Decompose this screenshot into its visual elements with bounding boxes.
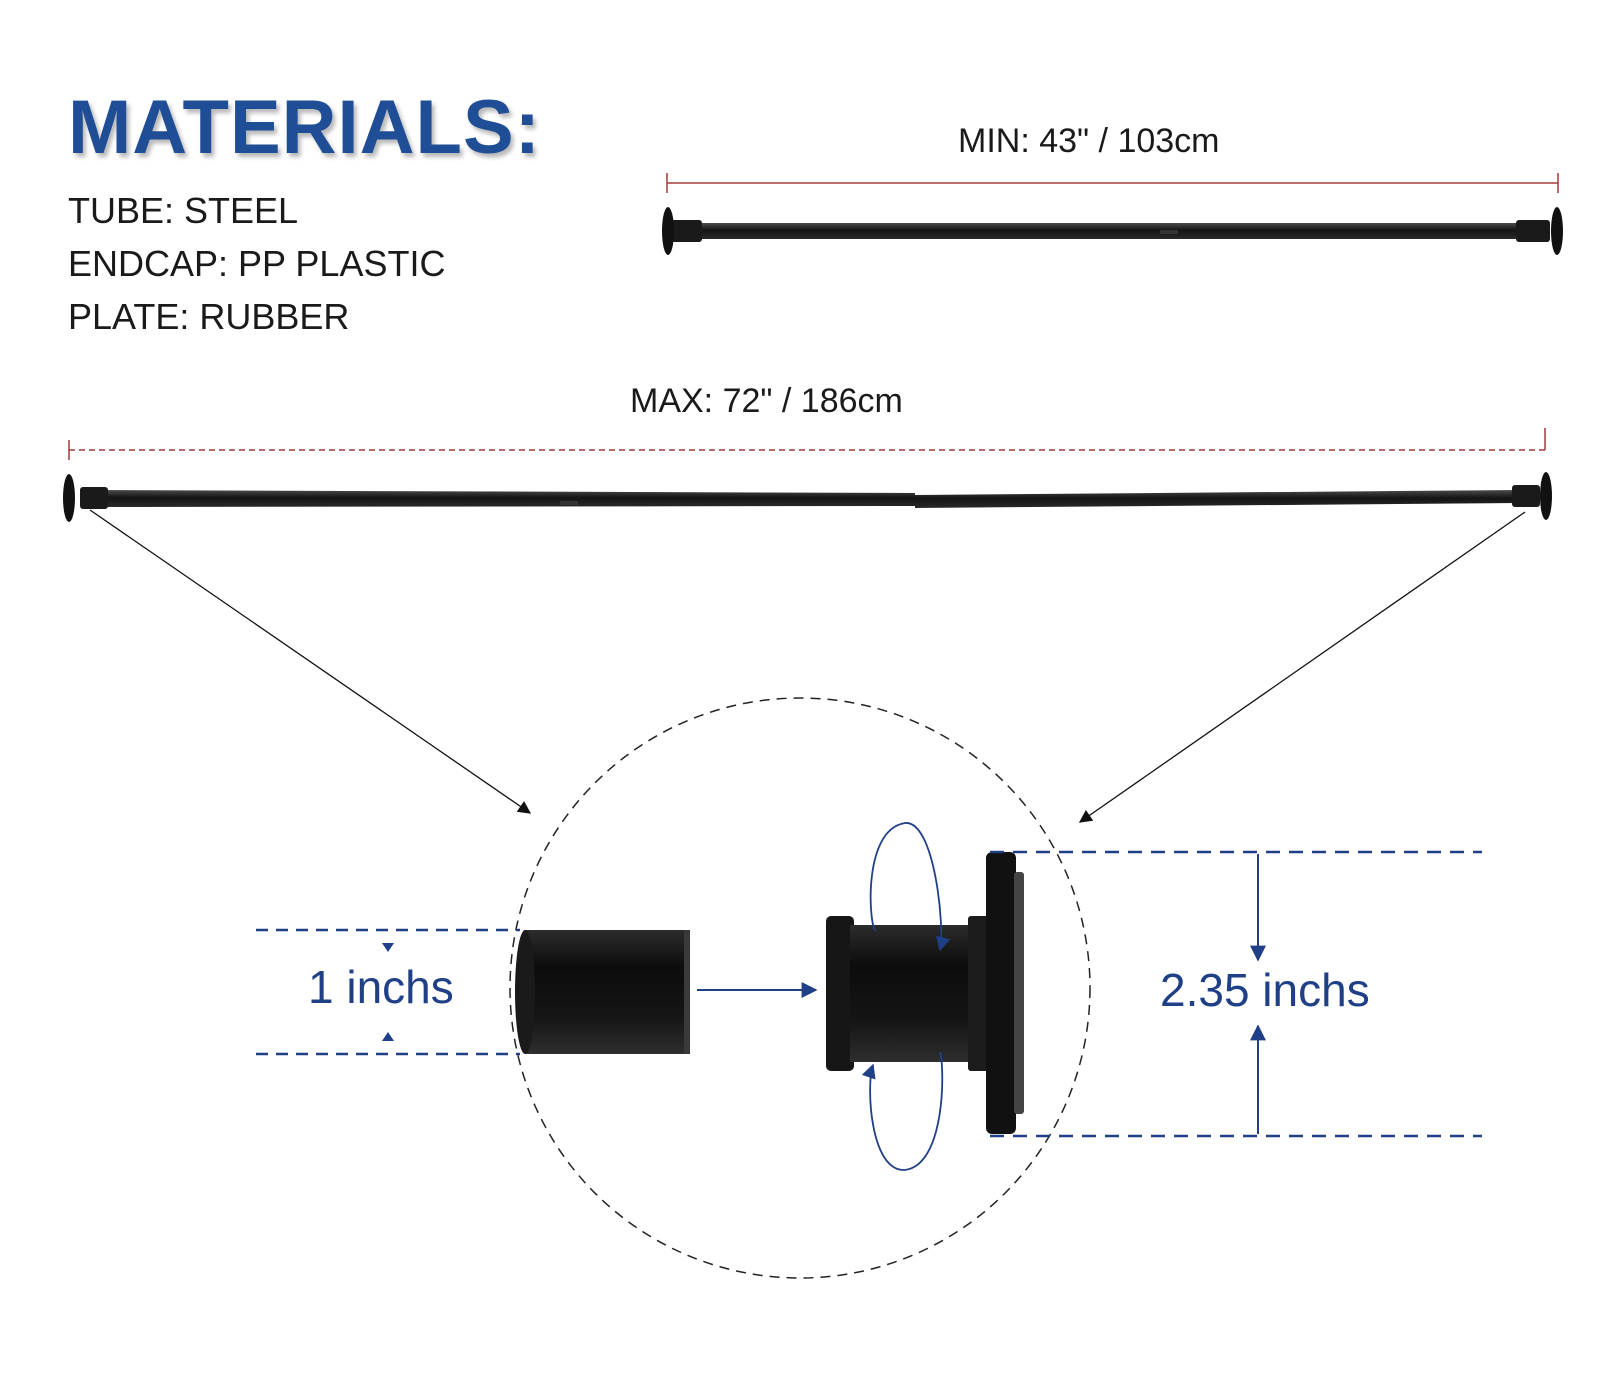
endcap-detail — [826, 852, 1024, 1134]
tube-end-detail — [515, 930, 690, 1054]
right-leader-arrow — [1080, 512, 1525, 822]
material-tube: TUBE: STEEL — [68, 190, 299, 231]
min-length-line — [667, 173, 1558, 193]
plate-diameter-label: 2.35 inchs — [1160, 964, 1370, 1016]
max-length-label: MAX: 72" / 186cm — [630, 382, 903, 420]
material-plate: PLATE: RUBBER — [68, 296, 350, 337]
left-leader-arrow — [90, 510, 530, 813]
min-length-label: MIN: 43" / 103cm — [958, 122, 1220, 160]
materials-title: MATERIALS: — [68, 85, 541, 170]
max-length-line — [69, 428, 1545, 460]
max-rod — [63, 472, 1552, 522]
material-endcap: ENDCAP: PP PLASTIC — [68, 243, 446, 284]
tube-diameter-label: 1 inchs — [308, 961, 454, 1013]
min-rod — [662, 207, 1563, 255]
